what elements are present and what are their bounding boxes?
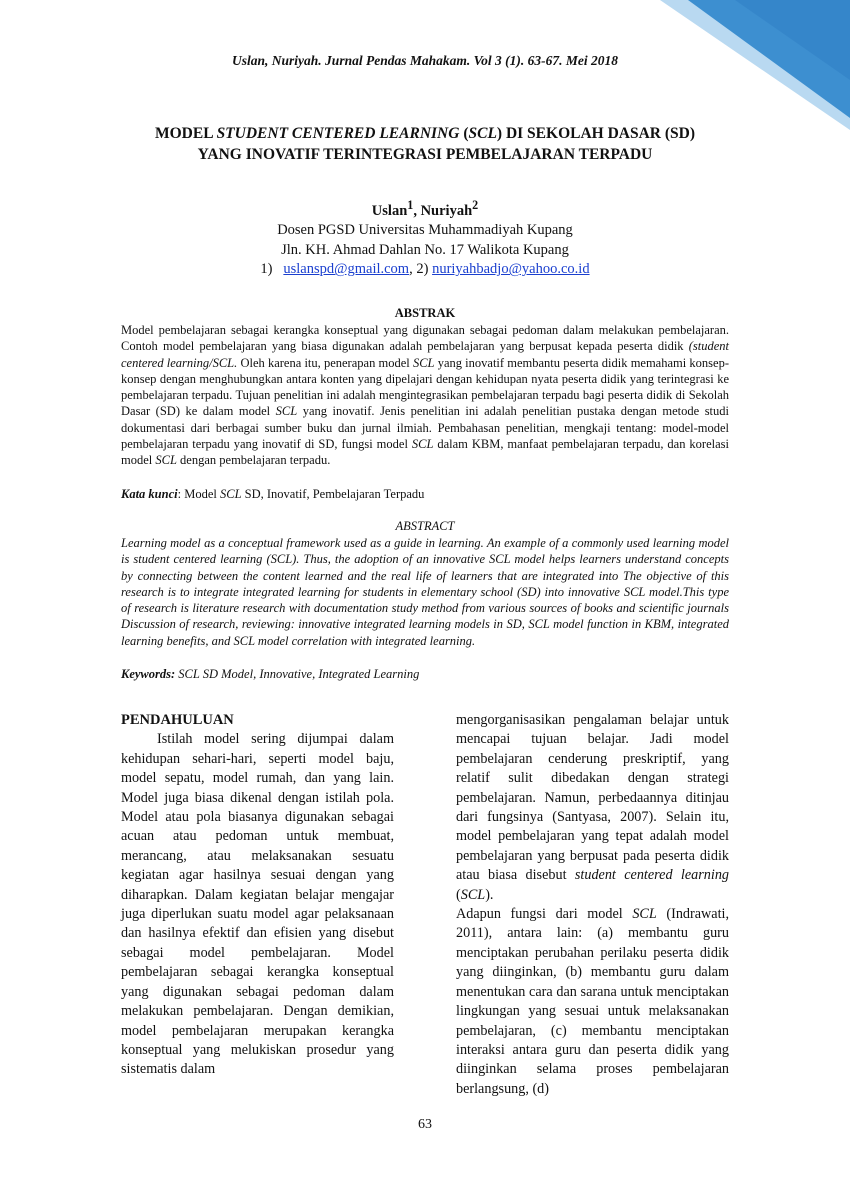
author-affiliation: Dosen PGSD Universitas Muhammadiyah Kupang bbox=[277, 222, 573, 239]
email-link-2[interactable]: nuriyahbadjo@yahoo.co.id bbox=[432, 261, 590, 278]
keywords: Keywords: SCL SD Model, Innovative, Integrated Learning bbox=[121, 667, 420, 681]
abstract-body: Learning model as a conceptual framework used as a guide in learning. An example of a commonly used learning model is student centered learning (SCL). Thus, the adoption of an innovative SCL model helps learners understand concepts by connecting between the content learned and the real life of learners that are integrated into The objective of this research is to integrate integrated learning for students in elementary school (SD) into innovative SCL model.This type of research is literature research with documentation study method from various sources of books and scientific journals Discussion of research, reviewing: innovative integrated learning models in SD, SCL model function in KBM, integrated learning benefits, and SCL model correlation with integrated learning. bbox=[121, 536, 729, 648]
author-emails: 1) uslanspd@gmail.com, 2) nuriyahbadjo@yahoo.co.id bbox=[260, 261, 590, 278]
abstrak-body: Model pembelajaran sebagai kerangka konseptual yang digunakan sebagai pedoman dalam melakukan pembelajaran. Contoh model pembelajaran yang biasa digunakan adalah pembelajaran yang berpusat kepada peserta didik (student centered learning/SCL. Oleh karena itu, penerapan model SCL yang inovatif membantu peserta didik memahami konsep-konsep dengan menghubungkan antara konten yang dipelajari dengan kehidupan nyata peserta didik yang terintegrasi ke pembelajaran terpadu. Tujuan penelitian ini adalah mengintegrasikan pembelajaran terpadu bagi peserta didik di Sekolah Dasar (SD) ke dalam model SCL yang inovatif. Jenis penelitian ini adalah penelitian pustaka dengan metode studi dokumentasi dari berbagai sumber buku dan jurnal ilmiah. Pembahasan penelitian, mengkaji tentang: model-model pembelajaran terpadu yang inovatif di SD, fungsi model SCL dalam KBM, manfaat pembelajaran terpadu, dan korelasi model SCL dengan pembelajaran terpadu. bbox=[121, 323, 729, 468]
email-link-1[interactable]: uslanspd@gmail.com bbox=[283, 261, 410, 278]
abstract-heading: ABSTRACT bbox=[395, 519, 455, 533]
author-address: Jln. KH. Ahmad Dahlan No. 17 Walikota Kupang bbox=[281, 241, 569, 258]
author-names: Uslan$^1$, Nuriyah$^2$ bbox=[371, 198, 479, 219]
kata-kunci: Kata kunci: Model SCL SD, Inovatif, Pembelajaran Terpadu bbox=[121, 487, 425, 501]
right-column bbox=[456, 711, 729, 1099]
abstrak-heading: ABSTRAK bbox=[394, 306, 456, 320]
paper-title bbox=[90, 123, 760, 165]
title-line-1: MODEL STUDENT CENTERED LEARNING (SCL) DI SEKOLAH DASAR (SD) bbox=[154, 125, 696, 142]
right-paragraph-2: Adapun fungsi dari model SCL (Indrawati, 2011), antara lain: (a) membantu guru menciptakan perubahan perilaku peserta didik yang diinginkan, (b) membantu guru dalam menentukan cara dan sarana untuk menciptakan lingkungan yang sesuai untuk melaksanakan pembelajaran, (c) membantu menciptakan interaksi antara guru dan peserta didik yang diinginkan selama proses pembelajaran berlangsung, (d) bbox=[456, 906, 729, 1097]
author-block bbox=[0, 196, 850, 280]
title-line-2: YANG INOVATIF TERINTEGRASI PEMBELAJARAN TERPADU bbox=[197, 146, 653, 163]
left-column bbox=[121, 711, 394, 1080]
right-paragraph-1: mengorganisasikan pengalaman belajar untuk mencapai tujuan belajar. Jadi model pembelajaran cenderung preskriptif, yang relatif sulit dibedakan dengan strategi pembelajaran. Namun, perbedaannya ditinjau dari fungsinya (Santyasa, 2007). Selain itu, model pembelajaran yang tepat adalah model pembelajaran yang berpusat pada peserta didik atau biasa disebut student centered learning (SCL). bbox=[456, 712, 730, 903]
left-paragraph: Istilah model sering dijumpai dalam kehidupan sehari-hari, seperti model baju, model sepatu, model rumah, dan yang lain. Model juga biasa dikenal dengan istilah pola. Model atau pola biasanya digunakan sebagai acuan atau pedoman untuk membuat, merancang, atau melaksanakan sesuatu kegiatan agar hasilnya sesuai dengan yang diharapkan. Dalam kegiatan belajar mengajar juga diperlukan suatu model agar pelaksanaan dan hasilnya efektif dan efisien yang disebut sebagai model pembelajaran. Model pembelajaran sebagai kerangka konseptual yang digunakan sebagai pedoman dalam melakukan pembelajaran. Dengan demikian, model pembelajaran merupakan kerangka konseptual yang melukiskan prosedur yang sistematis dalam bbox=[121, 731, 394, 1078]
page-number: 63 bbox=[418, 1117, 432, 1132]
running-head: Uslan, Nuriyah. Jurnal Pendas Mahakam. Vol 3 (1). 63-67. Mei 2018 bbox=[232, 53, 618, 68]
section-title-pendahuluan: PENDAHULUAN bbox=[121, 712, 234, 728]
